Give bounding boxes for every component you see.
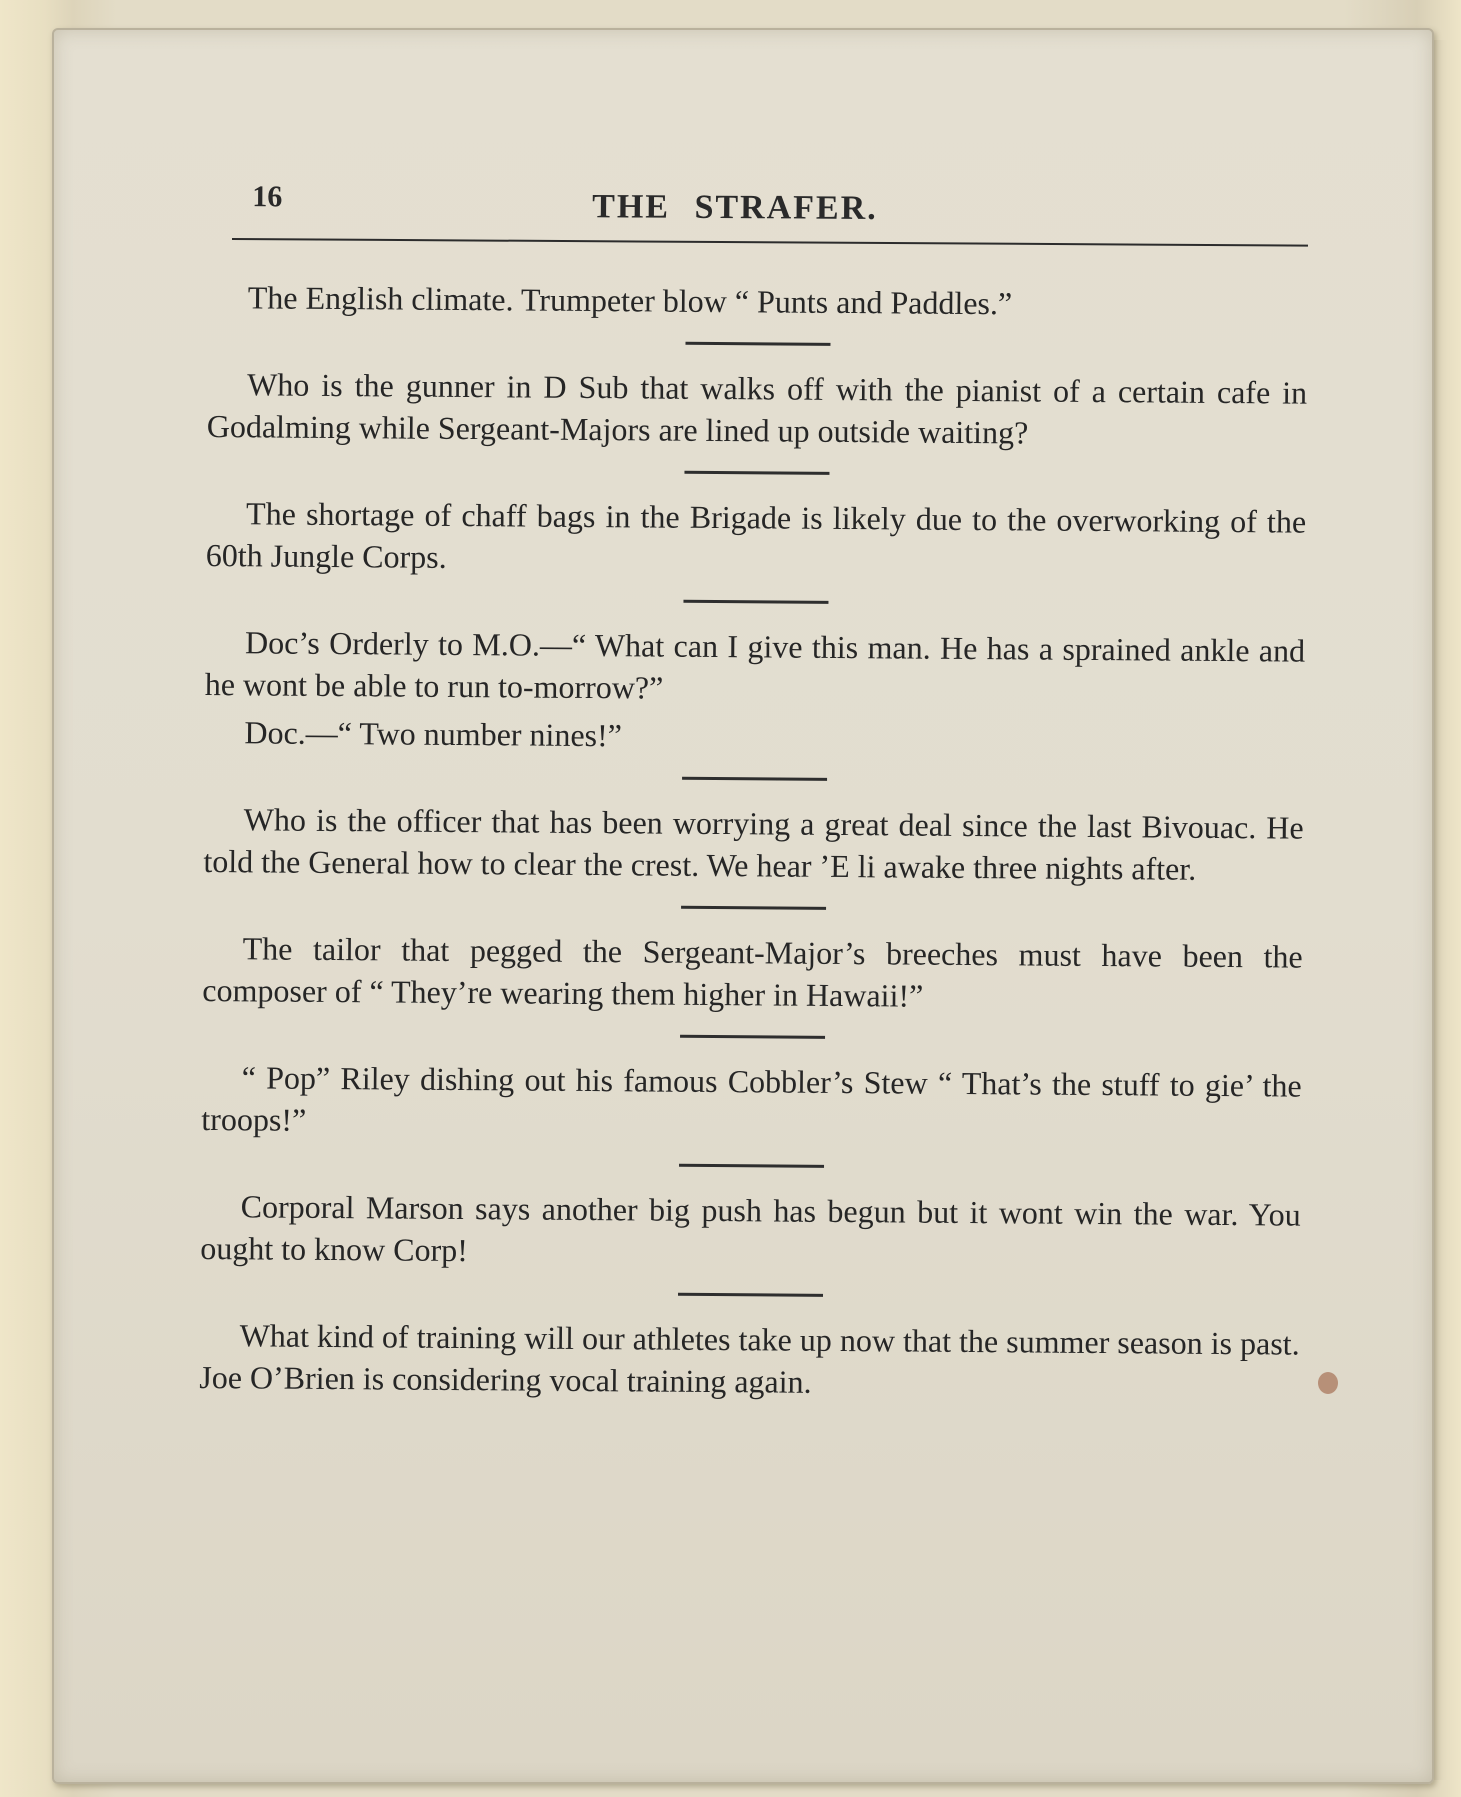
running-title: THE STRAFER. <box>592 188 878 227</box>
paragraph: The tailor that pegged the Sergeant-Major’s breeches must have been the composer of “ They’re wearing them higher in Hawaii!” <box>202 930 1303 1014</box>
ink-spot <box>1318 1372 1338 1394</box>
separator-rule <box>684 471 829 475</box>
separator-rule <box>681 906 826 910</box>
paragraph: The shortage of chaff bags in the Brigade is likely due to the overworking of the 60th Jungle Corps. <box>205 495 1307 575</box>
running-header <box>232 178 1308 247</box>
paragraph: Who is the gunner in D Sub that walks off with the pianist of a certain cafe in Godalming while Sergeant-Majors are lined up outside waiting? <box>206 366 1308 451</box>
paragraph: Doc.—“ Two number nines!” <box>244 714 623 754</box>
page-number: 16 <box>252 180 283 214</box>
page-body <box>199 276 1308 1407</box>
paragraph: “ Pop” Riley dishing out his famous Cobbler’s Stew “ That’s the stuff to gie’ the troops!” <box>201 1059 1302 1138</box>
paragraph: Doc’s Orderly to M.O.—“ What can I give this man. He has a sprained ankle and he wont be able to run to-morrow?” <box>204 624 1306 706</box>
separator-rule <box>680 1035 825 1039</box>
paragraph: What kind of training will our athletes take up now that the summer season is past. Joe O’Brien is considering vocal training again. <box>199 1317 1300 1400</box>
paragraph: Who is the officer that has been worrying a great deal since the last Bivouac. He told the General how to clear the crest. We hear ’E li awake three nights after. <box>203 801 1304 887</box>
separator-rule <box>679 1164 824 1168</box>
separator-rule <box>685 342 830 346</box>
separator-rule <box>682 777 827 781</box>
paragraph: The English climate. Trumpeter blow “ Punts and Paddles.” <box>247 279 1013 322</box>
separator-rule <box>683 600 828 604</box>
separator-rule <box>678 1293 823 1297</box>
paragraph: Corporal Marson says another big push has begun but it wont win the war. You ought to know Corp! <box>200 1188 1301 1269</box>
